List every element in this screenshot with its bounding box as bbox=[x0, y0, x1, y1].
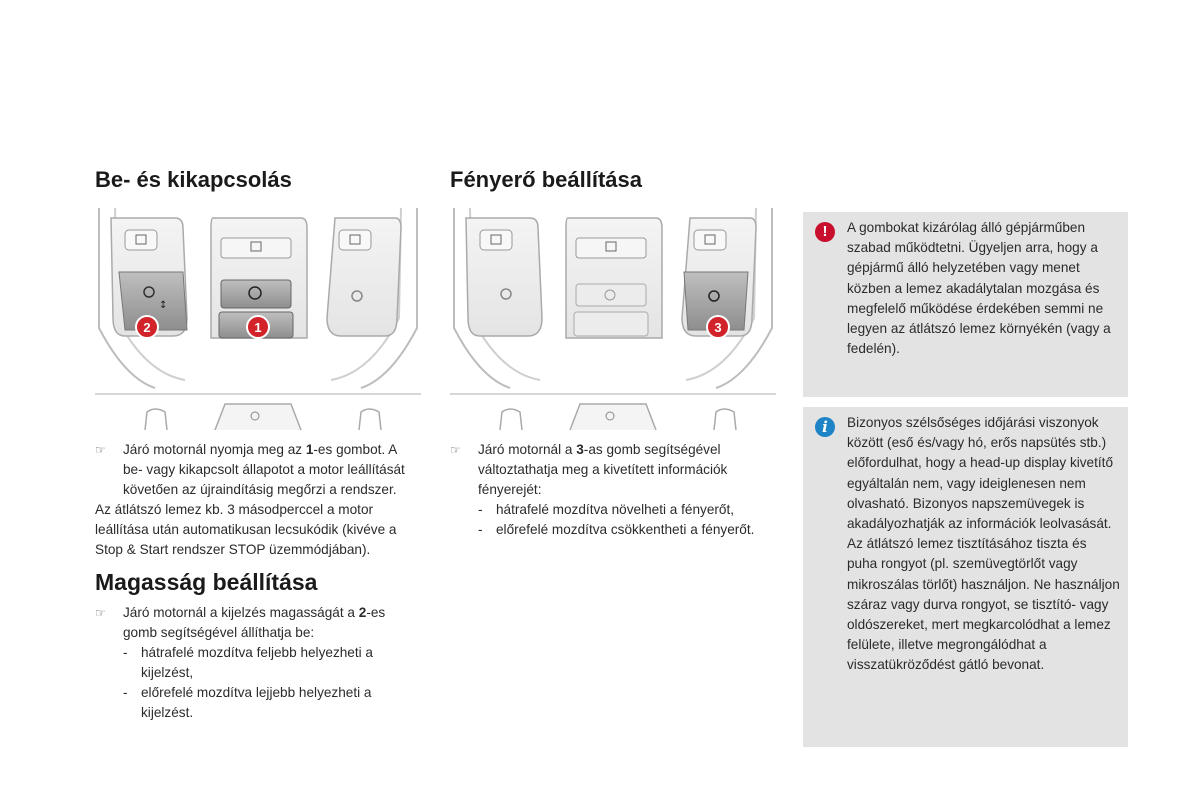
info-text: Bizonyos szélsőséges időjárási viszonyok között (eső és/vagy hó, erős napsütés stb.) előfordulhat, hogy a head-up display kivetítő egyáltalán nem, vagy ideiglenesen nem olvasható. Bizonyos napszemüvegek is akadályozhatják az információk leolvasását. Az átlátszó lemez tisztításához tiszta és puha rongyot (pl. szemüvegtörlőt vagy mikroszálas törlőt) használjon. Ne használjon száraz vagy durva rongyot, se tisztító- vagy oldószereket, mert megkarcolódhat a lemez felülete, illetve megrongálódhat a visszatükröződést gátló bevonat. bbox=[847, 415, 1120, 673]
callout-1-label: 1 bbox=[254, 320, 262, 335]
heading-on-off: Be- és kikapcsolás bbox=[95, 167, 292, 192]
heading-brightness: Fényerő beállítása bbox=[450, 167, 642, 192]
callout-3-label: 3 bbox=[714, 320, 722, 335]
height-bullet-post: -es gomb segítségével állíthatja be: bbox=[123, 605, 386, 640]
brightness-bullet-post: -as gomb segítségével változtathatja meg a kivetített információk fényerejét: bbox=[478, 442, 728, 497]
brightness-bullet-pre: Járó motornál a bbox=[478, 442, 577, 457]
brightness-dash-2: - előrefelé mozdítva csökkentheti a fényerőt. bbox=[478, 522, 755, 537]
height-dash-2-text: előrefelé mozdítva lejjebb helyezheti a kijelzést. bbox=[141, 685, 372, 720]
on-off-paragraph: Az átlátszó lemez kb. 3 másodperccel a motor leállítása után automatikusan lecsukódik (kivéve a Stop & Start rendszer STOP üzemmódjában). bbox=[95, 502, 397, 557]
switch-panel-illustration-right bbox=[450, 208, 776, 430]
brightness-text bbox=[450, 440, 770, 540]
on-off-bullet bbox=[95, 440, 415, 500]
svg-text:↕: ↕ bbox=[159, 300, 168, 311]
height-dash-1-text: hátrafelé mozdítva feljebb helyezheti a kijelzést, bbox=[141, 645, 373, 680]
on-off-bullet-pre: Járó motornál nyomja meg az bbox=[123, 442, 306, 457]
height-dash-2: - előrefelé mozdítva lejjebb helyezheti a kijelzést. bbox=[123, 685, 372, 720]
brightness-bullet-bold: 3 bbox=[576, 442, 584, 457]
callout-2 bbox=[136, 316, 158, 338]
warning-text: A gombokat kizárólag álló gépjárműben szabad működtetni. Ügyeljen arra, hogy a gépjármű álló helyzetében vagy menet közben a lemez akadálytalan mozgása és megfelelő működése érdekében semmi ne legyen az átlátszó lemez környékén (vagy a fedelén). bbox=[847, 220, 1111, 357]
pointing-hand-icon: ☞ bbox=[95, 606, 106, 620]
height-bullet-bold: 2 bbox=[358, 605, 367, 620]
height-bullet bbox=[95, 603, 415, 643]
brightness-dash-1-text: hátrafelé mozdítva növelheti a fényerőt, bbox=[496, 502, 735, 517]
pointing-hand-icon: ☞ bbox=[95, 443, 106, 457]
info-icon: i bbox=[815, 417, 835, 437]
callout-1 bbox=[247, 316, 269, 338]
heading-height: Magasság beállítása bbox=[95, 569, 318, 595]
brightness-dash-2-text: előrefelé mozdítva csökkentheti a fényerőt. bbox=[496, 522, 755, 537]
height-dash-1: - hátrafelé mozdítva feljebb helyezheti a kijelzést, bbox=[123, 645, 373, 680]
on-off-bullet-post: -es gombot. A be- vagy kikapcsolt állapotot a motor leállítását követően az újraindításig megőrzi a rendszer. bbox=[123, 442, 405, 497]
info-box bbox=[803, 407, 1128, 747]
warning-box bbox=[803, 212, 1128, 397]
on-off-bullet-bold: 1 bbox=[305, 442, 314, 457]
exclamation-icon: ! bbox=[815, 222, 835, 242]
callout-2-label: 2 bbox=[143, 320, 151, 335]
brightness-dash-1: - hátrafelé mozdítva növelheti a fényerőt, bbox=[478, 502, 735, 517]
height-bullet-pre: Járó motornál a kijelzés magasságát a bbox=[123, 605, 359, 620]
height-text bbox=[95, 603, 415, 723]
brightness-bullet bbox=[450, 440, 770, 500]
switch-panel-illustration-left bbox=[95, 208, 421, 430]
callout-3 bbox=[707, 316, 729, 338]
pointing-hand-icon: ☞ bbox=[450, 443, 461, 457]
on-off-text bbox=[95, 440, 415, 560]
